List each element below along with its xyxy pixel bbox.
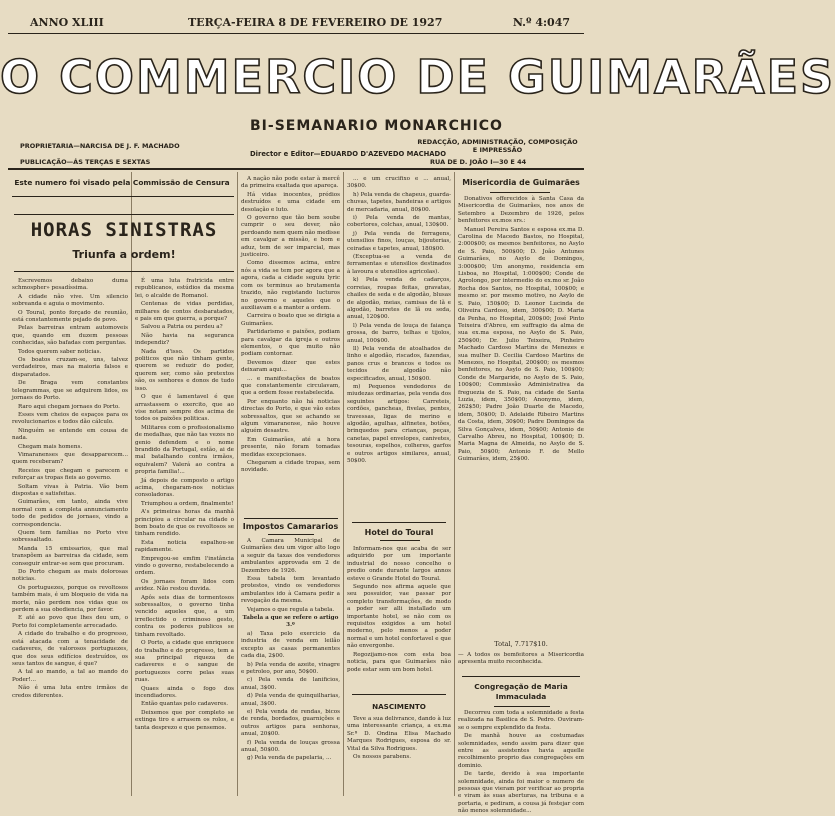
- paragraph: Em Guimarães, até a hora presente, não foram tomadas medidas excepcionaes.: [241, 436, 340, 458]
- misericordia-article: [458, 196, 584, 636]
- paragraph: O governo que tão bem soube cumprir o seu dever, não perdoando nem quem não medisse em cavalgar a missão, e bom e aduz, tem de ser imparcial, mas justiceiro.: [241, 215, 340, 259]
- paragraph: De tarde, devido à sua importante solemnidade, ainda foi maior o numero de pessoas que vieram por verificar ao propria e viram às suas aberturas, na tribuna e a portaria, e pediram, a cousa já festejar com não menos solemnidade...: [458, 771, 584, 815]
- paragraph: Triumphou a ordem, finalmente!: [141, 500, 234, 507]
- paragraph: Militares com o profissionalismo de medalhas, que não tas vezes no genio defendem e o nome brandido da Portugal, estão, ai de mal batalhando contra irmãos, equivalem? Valerá ao contra a propria familia!...: [135, 424, 234, 476]
- masthead-rule-bottom: [8, 168, 584, 170]
- paragraph: Raro aqui chegam jornaes do Porto.: [18, 403, 120, 410]
- section-rule: [490, 192, 550, 193]
- misericordia-closing: — A todos os bemfeitores a Misericordia apresenta muito reconhecida.: [458, 652, 584, 666]
- lead-headline: HORAS SINISTRAS: [30, 219, 218, 241]
- address-line: RUA DE D. JOÃO I—30 E 44: [430, 158, 527, 166]
- paragraph: A nação não pode estar à mercê da primeira exaltada que apareça.: [241, 176, 340, 190]
- paragraph: Empregou-se emfim l'instância vindo o governo, restabelecendo a ordem.: [135, 555, 234, 577]
- paragraph: Donativos offerecidos à Santa Casa da Misericordia de Guimarães, nos anos de Setembro a Dezembro de 1926, pelos benfeitores ex.mos srs.:: [458, 196, 584, 225]
- tabela-item: f) Pela venda de louças grossa anual, 50$00.: [241, 739, 340, 753]
- paragraph: E até ao povo que lhes deu um, o Porto foi completamente arrecadado.: [12, 615, 128, 629]
- publication-line: PUBLICAÇÃO—ÁS TERÇAS E SEXTAS: [20, 158, 151, 166]
- hotel-heading: Hotel do Toural: [364, 528, 434, 537]
- newspaper-subtitle: BI-SEMANARIO MONARCHICO: [250, 118, 503, 134]
- tabela-item: g) Pela venda de papelaria, ...: [247, 755, 332, 762]
- column-rule: [343, 172, 344, 796]
- paragraph: Os nossos parabens.: [353, 754, 412, 761]
- section-rule: [380, 540, 420, 541]
- section-rule: [352, 522, 446, 523]
- impostos-heading: Impostos Camararios: [242, 522, 339, 531]
- paragraph: A cidade não vive. Um silencio sobreanda e aguia o movimento.: [12, 293, 128, 308]
- section-rule: [352, 694, 446, 695]
- issue-date: TERÇA-FEIRA 8 DE FEVEREIRO DE 1927: [188, 16, 443, 29]
- lead-subhead: Triunfa a ordem!: [72, 248, 176, 261]
- paragraph: Manda 15 emissarios, que mal transpõem as barreiras da cidade, sem conseguir entrar-se sem que procuram.: [12, 545, 128, 567]
- paragraph: i) Pela venda de mantas, cobertores, colchas, anual, 130$00.: [347, 215, 451, 229]
- masthead-top-line: [8, 16, 584, 30]
- paragraph: Vimaranenses que desapparecem... quem receberam?: [12, 451, 128, 466]
- paragraph: Chegam mais homens.: [18, 443, 83, 450]
- paragraph: Pelas barreiras entram automoveis que, quando em duzem pessoas conhecidas, são bafadas com perguntas.: [12, 325, 128, 347]
- paragraph: A cidade do trabalho e do progresso, está atacada com a tenacidade de cadaveres, de valorosos portuguezes, que dos seus edifícios destruídos, os seus tantos de sangue, é que?: [12, 631, 128, 667]
- tabela-item: d) Pela venda de quinquilharias, anual, 3$00.: [241, 693, 340, 707]
- paragraph: O Toural, ponto forçado de reunião, está constantemente pejado de povo.: [12, 309, 128, 324]
- paragraph: Do Porto chegam as mais dolorosas noticias.: [12, 569, 128, 583]
- paragraph: h) Pela venda de chapeus, guarda-chuvas, tapetes, bandeiras e artigos de mercadaria, anual, 80$00.: [347, 191, 451, 213]
- paragraph: m) Pequenos vendedores de miudezas ordinarias, pela venda dos seguintes artigos: Carreteis, cordões, gancheas, fivelas, pentes, travessas, ligas de merino e algodão, agulhas, alfinetes, botões, brinquedos para crianças, peças, canetas, papel envelopes, canivetes, tesouras, espelhos, colheres, garfos e outros artigos similares, anual, 50$00.: [347, 383, 451, 465]
- paragraph: De manhã houve as costumadas solemnidades, sendo assim para dizer que entre as assistentes havia aquelle recolhimento proprio das congregações em dominio.: [458, 733, 584, 769]
- paragraph: A Camara Municipal de Guimarães deu um vigor alto logo a seguir da taxas dos vendedores ambulantes approvada em 2 de Dezembro de 1926.: [241, 538, 340, 574]
- impostos-article: [241, 538, 340, 796]
- paragraph: Segundo nos afirma aquele que seu possuidor, vae passar por completo transformações, de modo a poder ser alli installado um importante hotel, se não com os requisitos exigidos a um hotel moderno, pelo menos a poder normal e um hotel confortavel e que não envergonhe.: [347, 584, 451, 650]
- paragraph: Manuel Pereira Santos e esposa ex.ma D. Carolina de Macedo Bastos, no Hospital, 2:000$00; os mesmos benfeitores, no Asylo de S. Paio, 500$00; D. João Antunes Guimarães, no Asylo de Domingos, 3:000$00; Um anonymo, residencia em Lisboa, no Hospital, 1:000$00; Conde de Agrolongo, por intermedio do ex.mo sr. João Rocha dos Santos, no Hospital, 100$00; e mesmo sr. por mesmo motivo, no Asylo de S. Paio, 150$00; D. Leonor Lucinda de Oliveira Cardoso, idem, 300$00; D. Maria da Penha, no Hospital, 200$00; José Pinto Teixeira d'Abreu, em suffragio da alma de sua ex.ma esposa, no Asylo de S. Paio, 250$00; Dr. Julio Teixeira, Pinheiro Machado Cardoso Martins de Menezes e sua mulher D. Cecilia Cardoso Martins de Menezes, no Hospital, 200$00; os mesmos benfeitores, no Asylo de S. Paio, 100$00; Conde de Margaride, no Asylo de S. Paio, 100$00; Commissão Administrativa da freguezia de S. Paio, na cidade de Santa Luzia, idem, 350$00; Anonymo, idem, 262$50; Padre João Duarte de Macedo, idem, 50$00; D. Adelaide Ribeiro Martins da Costa, idem, 30$00; Padre Domingos da Silva Gonçalves, idem, 50$00; Antonio de Carvalho Abreu, no Hospital, 100$00; D. Maria Magna de Almeida, no Asylo de S. Paio, 50$00; Antonio F. de Mello Guimarães, idem, 25$00.: [458, 226, 584, 463]
- paragraph: Devemos dizer que estes deixaram aqui...: [241, 359, 340, 374]
- owner-line: PROPRIETARIA—NARCISA DE J. F. MACHADO: [20, 142, 180, 150]
- lead-headline-box: [14, 214, 234, 272]
- paragraph: Chegaram a cidade tropas, sem novidade.: [241, 460, 340, 474]
- paragraph: Deixemos que por completo se extinga tiro e arrasem os rolos, e tanta desprezo e que pensemos.: [135, 709, 234, 731]
- column-rule: [454, 172, 455, 796]
- paragraph: Soltam vivas à Patria. Vão bem dispostas e satisfeitas.: [12, 483, 128, 497]
- hotel-article: [347, 546, 451, 686]
- paragraph: Esta noticia espalhou-se rapidamente.: [135, 539, 234, 554]
- paragraph: Não havia na seguranca independiz?: [135, 332, 234, 347]
- paragraph: (Exceptua-se a venda de ferramentas e utensilios destinados à lavoura e utensilios agricolas).: [347, 254, 451, 275]
- paragraph: Nada d'isso. Os partidos politicos que não tinham gente, querem se reduzir do poder, querem ser, como são pretextos são, os senhores e donos de tudo isso.: [135, 348, 234, 392]
- paragraph: Guimarães, em tanto, ainda vive normal com a completa annunciamento todo de pedidos de jornaes, vindo a correspondencia.: [12, 499, 128, 528]
- paragraph: Então quantas pelo cadaveres.: [141, 701, 229, 708]
- paragraph: Os boatos cruzam-se, uns, talvez verdadeiros, mas na maioria falsos e disparatados.: [12, 357, 128, 378]
- congregacao-heading: Congregação de Maria Immaculada: [474, 682, 568, 701]
- paragraph: O Porto, a cidade que enriquece do trabalho e do progresso, tem a sua principal riqueza de cadaveres e o sangue de portuguezes corre pelas suas ruas.: [135, 640, 234, 684]
- paragraph: Os jornaes foram lidos com avidez. Não restou duvida.: [135, 578, 234, 593]
- censorship-rule: [12, 196, 234, 197]
- tabela-item: e) Pela venda de rendas, bicos de renda, bordados, guarnições e outros artigos para senhoras, anual, 20$00.: [241, 708, 340, 738]
- misericordia-heading: Misericordia de Guimarães: [462, 178, 580, 187]
- tabela-item: b) Pela venda de azeite, vinagre e petroleo, por ano, 50$00.: [241, 661, 340, 675]
- paragraph: k) Pela venda de cadarços, correias, roupas feitas, gravatas, chailes de seda e de algodão, blusas de algodão, meias, camisas de lã e algodão, barretes de lã ou seda, anual, 120$00.: [347, 277, 451, 321]
- newspaper-title: O COMMERCIO DE GUIMARÃES: [0, 50, 835, 104]
- section-rule: [462, 676, 580, 677]
- paragraph: j) Pela venda de ferragens, utensilios finos, louças, bijouterias, ceiradas e tapetes, anual, 180$00.: [347, 230, 451, 252]
- paragraph: Vejamos o que regula a tabela.: [247, 606, 335, 613]
- paragraph: Informam-nos que acaba de ser adquirido por um importante industrial do nosso concelho o predio onde durante largos annos esteve o Grande Hotel do Toural.: [347, 546, 451, 582]
- lead-article-column-4: [347, 176, 451, 506]
- section-rule: [268, 534, 314, 535]
- volume-label: ANNO XLIII: [30, 16, 104, 29]
- paragraph: ... e manifestações de boatos que constantemente circulavam, que a ordem fosse restabelecida.: [241, 375, 340, 397]
- censorship-notice: Este numero foi visado pela Commissão de Censura: [14, 178, 230, 187]
- paragraph: Carreira o boato que se dirigia a Guimarães.: [241, 313, 340, 327]
- tabela-item: c) Pela venda de lanificios, anual, 3$00.: [241, 677, 340, 691]
- paragraph: Regozijamo-nos com esta boa noticia, para que Guimarães não pode estar sem um bom hotel.: [347, 651, 451, 673]
- paragraph: Receios que chegam e parecem e reforçar as tropas fieis ao governo.: [12, 467, 128, 482]
- paragraph: ll) Pela venda de atoalhados de linho e algodão, riscados, fazendas, panos crus e brancos e todos os tecidos de algodão não especificados, anual, 150$00.: [347, 345, 451, 382]
- paragraph: Centenas de vidas perdidas, milhares de contos desbaratados, e pais em que guerra, a porque?: [135, 301, 234, 323]
- paragraph: Há vidas inocentes, prédios destruídos e uma cidade em desolação e luto.: [241, 191, 340, 213]
- paragraph: Ninguém se entende em cousa de nada.: [12, 427, 128, 442]
- paragraph: Essa tabela tem levantado protestos, vindo os vendedores ambulantes ido à Camara pedir a revogação da mesma.: [241, 576, 340, 605]
- office-line: REDACÇÃO, ADMINISTRAÇÃO, COMPOSIÇÃO E IMPRESSÃO: [417, 138, 578, 154]
- paragraph: l) Pela venda de louça de faiança grossa, de barro, telhas e tijolos, anual, 100$00.: [347, 322, 451, 344]
- paragraph: Escrevemos debaixo duma schmospher» pesadíssima.: [12, 278, 128, 292]
- paragraph: É uma luta fratricida entre republicanos, estúdios da mesma lei, o alcalde de Romanol.: [135, 278, 234, 299]
- paragraph: Quaes ainda o fogo dos incendiadores.: [135, 685, 234, 699]
- paragraph: Decorreu com toda a solemnidade a festa realizada na Basilica de S. Pedro. Ouviram-se o sempre explendido da festa.: [458, 710, 584, 731]
- section-rule: [494, 706, 550, 707]
- lead-article-column-2: [135, 278, 234, 796]
- paragraph: Os portuguezes, porque os revoltosos também mais, é um bloqueio de vida na morte, não perdem nos vidas que os perdem a sua obediencia, por favor.: [12, 584, 128, 614]
- tabela-heading: Tabela a que se refere o artigo 3.º: [242, 615, 339, 629]
- paragraph: A tal ao mando, a tal ao mando do Poder!...: [12, 669, 128, 683]
- congregacao-article: [458, 710, 584, 815]
- paragraph: De Braga vem constantes telegrammas, que se adquirem lidos, os jornaes do Porto.: [12, 380, 128, 402]
- nascimento-heading: NASCIMENTO: [372, 702, 426, 711]
- paragraph: Esses vem cheios de espaços para os revolucionarios e todos dão cálculo.: [12, 411, 128, 426]
- paragraph: Já depois de composto o artigo acima, chegaram-nos noticias consoladoras.: [135, 477, 234, 499]
- paragraph: ... e um crucifixo e ... anual, 30$00.: [347, 176, 451, 190]
- paragraph: Por enquanto não há noticias directas do Porto, e que vão estes sobressaltos, que se achando se algum vimaranense, não houve alguém desastre.: [241, 398, 340, 435]
- lead-article-column-3: [241, 176, 340, 516]
- paragraph: Teve a sua delivrance, dando à luz uma interessante criança, a ex.ma Sr.ª D. Ondina Elisa Machado Marques Rodrigues, esposa do sr. Vital da Silva Rodrigues.: [347, 716, 451, 752]
- column-rule: [237, 172, 238, 796]
- paragraph: Quem tem famílias no Porto vive sobressaltado.: [12, 530, 128, 544]
- issue-number: N.º 4:047: [512, 16, 570, 29]
- paragraph: Partidarismo e paixões, podiam para cavalgar da igreja e outros elementos, o que muito não podiam contornar.: [241, 329, 340, 358]
- paragraph: A's primeiras horas da manhã principiou a circular na cidade o bom boato de que os revoltosos se tinham rendido.: [135, 509, 234, 538]
- director-line: Director e Editor—EDUARDO D'AZEVEDO MACHADO: [250, 150, 446, 158]
- section-rule: [244, 518, 338, 519]
- paragraph: Todos querem saber noticias.: [18, 348, 102, 355]
- masthead-rule-top: [8, 33, 584, 34]
- misericordia-total: Total, 7.717$10.: [494, 640, 548, 648]
- paragraph: O que é lamentavel é que arrastassem o exercito, que ao vise notam sempre dos acima de todos os paixões politicas.: [135, 394, 234, 423]
- tabela-item: a) Taxa pelo exercicio da industria de venda em leilão excepto as casas permanentes cada dia, 2$00.: [241, 630, 340, 660]
- nascimento-article: [347, 716, 451, 796]
- paragraph: Não é uma luta entre irmãos de credos diferentes.: [12, 685, 128, 699]
- paragraph: Apôs seis dias de tormentosos sobressaltos, o governo tinha vencido aqueles que, a um irreflectido o criminoso gesto, contra os poderes publicos se tinham revoltado.: [135, 594, 234, 638]
- lead-article-column-1: [12, 278, 128, 796]
- paragraph: Como dissemos acima, entre nós a vida se tem por agora que a agora, cada a cidade seguiu lyric com os terminus ao brutamenta trazido, não registando lucturos no governo e aqueles que o auxiliavam e a manter a ordem.: [241, 260, 340, 311]
- paragraph: Salvou a Patria ou perdeu a?: [141, 324, 223, 331]
